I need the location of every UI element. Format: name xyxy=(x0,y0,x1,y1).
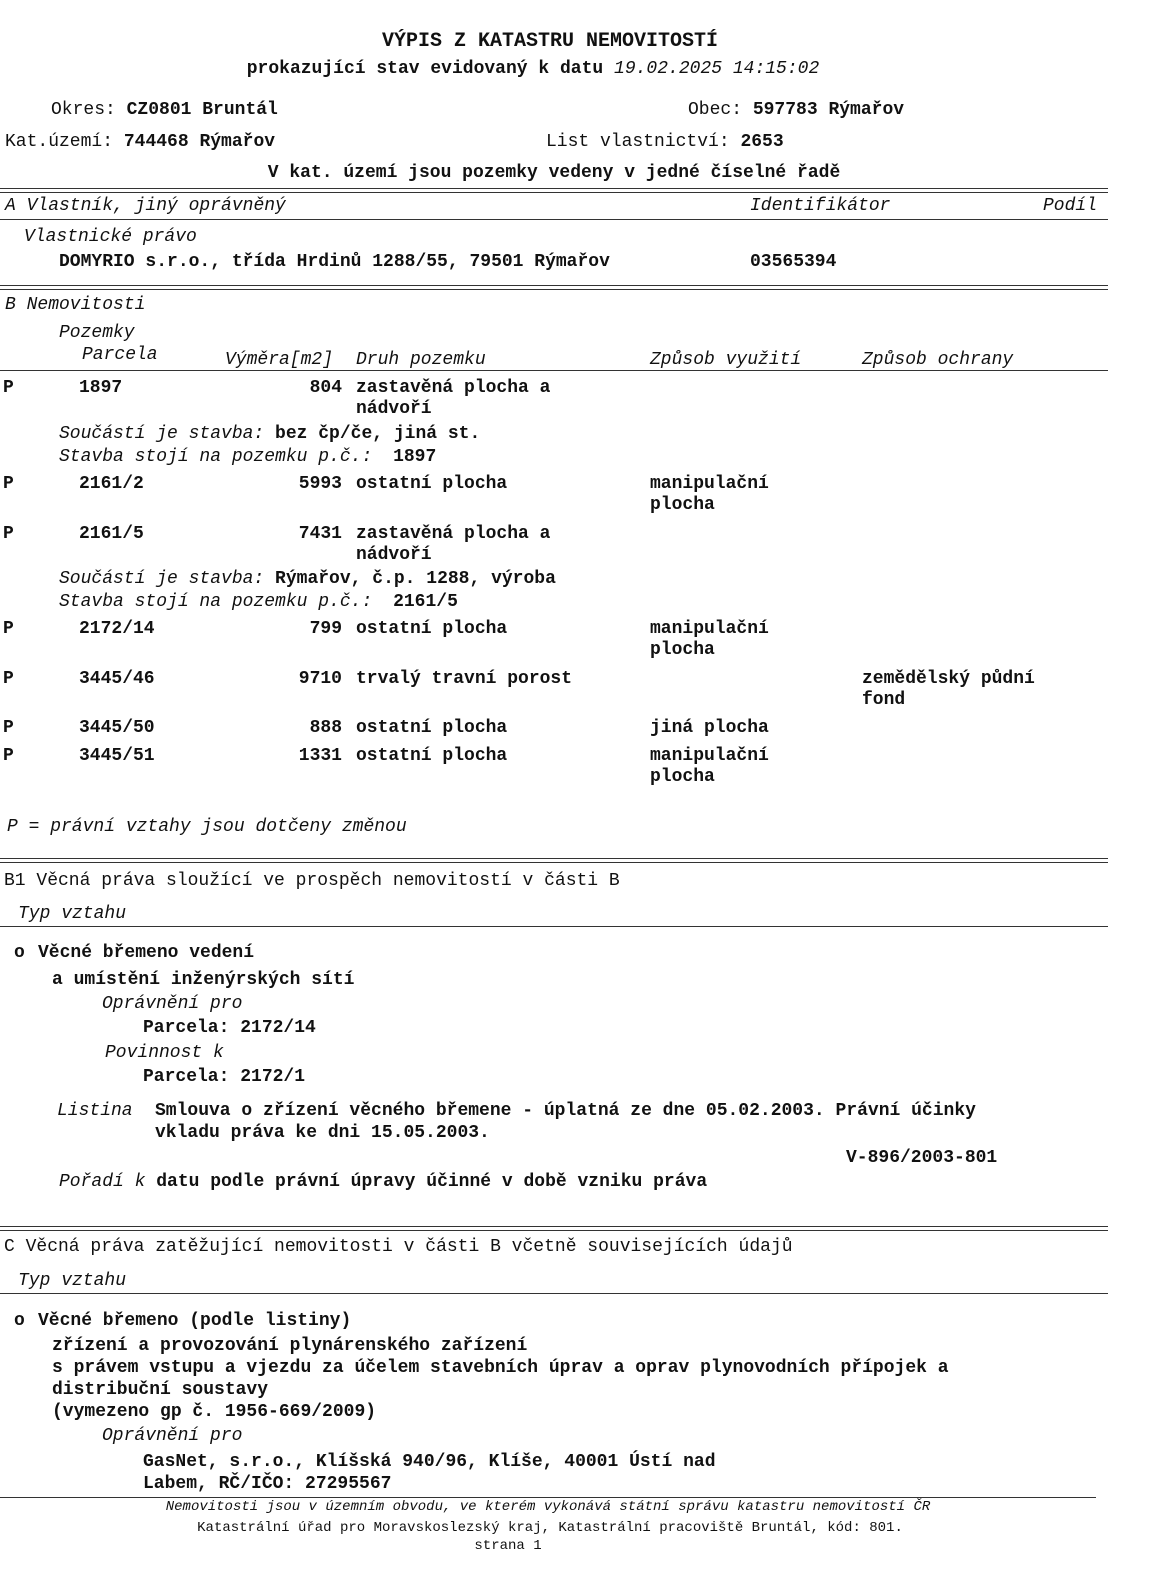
divider xyxy=(0,219,1108,220)
owner-id: 03565394 xyxy=(750,252,837,272)
row-ochrana: zemědělský půdní xyxy=(862,669,1035,689)
katuzemi-row xyxy=(5,131,275,153)
divider xyxy=(0,862,1108,863)
listina-label: Listina xyxy=(57,1101,133,1121)
c-item-line: (vymezeno gp č. 1956-669/2009) xyxy=(52,1402,377,1422)
row-flag: P xyxy=(3,378,14,398)
bullet-icon: o xyxy=(14,1311,25,1331)
row-vymera: 799 xyxy=(309,619,342,639)
row-parcela: 1897 xyxy=(79,378,123,398)
divider xyxy=(0,188,1108,189)
row-vymera: 888 xyxy=(309,718,342,738)
row-druh: zastavěná plocha a xyxy=(356,378,551,398)
lv-value: 2653 xyxy=(740,132,784,152)
divider xyxy=(0,1230,1108,1231)
obec-label: Obec: xyxy=(688,100,743,120)
divider xyxy=(0,370,1108,371)
subtitle-label: prokazující stav evidovaný k datu xyxy=(246,59,604,79)
row-vyuziti: manipulační xyxy=(650,746,769,766)
listina-reference: V-896/2003-801 xyxy=(846,1148,998,1168)
row-parcela: 2161/5 xyxy=(79,524,144,544)
stavba-location-value: 2161/5 xyxy=(393,592,458,612)
divider xyxy=(0,926,1108,927)
opravneni-value: Parcela: 2172/14 xyxy=(143,1018,316,1038)
okres-label: Okres: xyxy=(51,100,116,120)
c-item-line: zřízení a provozování plynárenského zařízení xyxy=(52,1336,528,1356)
poradi-row xyxy=(59,1171,707,1193)
divider xyxy=(0,858,1108,859)
row-vymera: 1331 xyxy=(298,746,342,766)
row-parcela: 2172/14 xyxy=(79,619,155,639)
col-vymera: Výměra[m2] xyxy=(225,350,334,370)
col-vyuziti: Způsob využití xyxy=(650,350,802,370)
row-parcela: 3445/51 xyxy=(79,746,155,766)
col-identifikator: Identifikátor xyxy=(750,196,891,216)
typ-vztahu-label: Typ vztahu xyxy=(18,1271,127,1291)
poradi-value: datu podle právní úpravy účinné v době vzniku práva xyxy=(156,1172,708,1192)
stavba-line xyxy=(59,568,556,590)
stavba-line xyxy=(59,423,480,445)
pozemky-subheading: Pozemky xyxy=(59,323,135,343)
katuzemi-value: 744468 Rýmařov xyxy=(123,132,276,152)
row-druh: ostatní plocha xyxy=(356,619,508,639)
bullet-icon: o xyxy=(14,943,25,963)
katuzemi-label: Kat.území: xyxy=(5,132,114,152)
footer-note: Nemovitosti jsou v územním obvodu, ve kterém vykonává státní správu katastru nemovitostí ČR xyxy=(165,1499,931,1515)
stavba-location-line xyxy=(59,446,436,468)
row-parcela: 3445/50 xyxy=(79,718,155,738)
divider xyxy=(0,192,1108,193)
stavba-location-value: 1897 xyxy=(393,447,437,467)
owner-name: DOMYRIO s.r.o., třída Hrdinů 1288/55, 79501 Rýmařov xyxy=(59,252,610,272)
opravneni-label: Oprávnění pro xyxy=(102,994,243,1014)
obec-value: 597783 Rýmařov xyxy=(752,100,905,120)
opravneni-value-continued: Labem, RČ/IČO: 27295567 xyxy=(143,1474,392,1494)
poradi-label: Pořadí k xyxy=(59,1172,146,1192)
row-vyuziti-continued: plocha xyxy=(650,767,715,787)
row-flag: P xyxy=(3,474,14,494)
okres-row xyxy=(51,99,278,121)
cadastre-note: V kat. území jsou pozemky vedeny v jedné číselné řadě xyxy=(267,163,841,183)
document-subtitle xyxy=(0,58,1066,80)
col-parcela: Parcela xyxy=(82,345,158,365)
b1-item-title: Věcné břemeno vedení xyxy=(38,943,255,963)
row-druh: trvalý travní porost xyxy=(356,669,573,689)
col-druh: Druh pozemku xyxy=(356,350,486,370)
section-b1-heading: B1 Věcná práva sloužící ve prospěch nemovitostí v části B xyxy=(4,871,620,891)
section-b-heading: B Nemovitosti xyxy=(5,295,146,315)
typ-vztahu-label: Typ vztahu xyxy=(18,904,127,924)
povinnost-label: Povinnost k xyxy=(105,1043,224,1063)
okres-value: CZ0801 Bruntál xyxy=(126,100,278,120)
stavba-location-label: Stavba stojí na pozemku p.č.: xyxy=(59,592,373,612)
col-podil: Podíl xyxy=(1043,196,1098,216)
row-parcela: 2161/2 xyxy=(79,474,144,494)
b1-item-title-continued: a umístění inženýrských sítí xyxy=(52,970,355,990)
document-title: VÝPIS Z KATASTRU NEMOVITOSTÍ xyxy=(381,30,719,53)
divider xyxy=(0,1293,1108,1294)
row-flag: P xyxy=(3,718,14,738)
opravneni-value: GasNet, s.r.o., Klíšská 940/96, Klíše, 40001 Ústí nad xyxy=(143,1452,716,1472)
stavba-location-line xyxy=(59,591,458,613)
divider xyxy=(0,285,1108,286)
footer-office: Katastrální úřad pro Moravskoslezský kraj, Katastrální pracoviště Bruntál, kód: 801. xyxy=(197,1520,903,1536)
row-druh-continued: nádvoří xyxy=(356,545,432,565)
row-ochrana-continued: fond xyxy=(862,690,906,710)
section-c-heading: C Věcná práva zatěžující nemovitosti v části B včetně souvisejících údajů xyxy=(4,1237,793,1257)
row-flag: P xyxy=(3,524,14,544)
row-druh-continued: nádvoří xyxy=(356,399,432,419)
row-vyuziti: manipulační xyxy=(650,474,769,494)
row-druh: ostatní plocha xyxy=(356,718,508,738)
row-druh: zastavěná plocha a xyxy=(356,524,551,544)
stavba-value: Rýmařov, č.p. 1288, výroba xyxy=(275,569,556,589)
listina-text-continued: vkladu práva ke dni 15.05.2003. xyxy=(155,1123,490,1143)
stavba-location-label: Stavba stojí na pozemku p.č.: xyxy=(59,447,373,467)
opravneni-label: Oprávnění pro xyxy=(102,1426,243,1446)
row-flag: P xyxy=(3,746,14,766)
page-number: strana 1 xyxy=(474,1538,542,1554)
listina-text: Smlouva o zřízení věcného břemene - úplatná ze dne 05.02.2003. Právní účinky xyxy=(155,1101,976,1121)
divider xyxy=(0,1226,1108,1227)
c-item-line: distribuční soustavy xyxy=(52,1380,269,1400)
row-vyuziti-continued: plocha xyxy=(650,495,715,515)
povinnost-value: Parcela: 2172/1 xyxy=(143,1067,306,1087)
legend-note: P = právní vztahy jsou dotčeny změnou xyxy=(7,817,407,837)
row-vymera: 5993 xyxy=(298,474,342,494)
stavba-label: Součástí je stavba: xyxy=(59,569,265,589)
row-vymera: 804 xyxy=(309,378,342,398)
obec-row xyxy=(688,99,904,121)
subtitle-date: 19.02.2025 14:15:02 xyxy=(614,59,820,79)
row-parcela: 3445/46 xyxy=(79,669,155,689)
row-flag: P xyxy=(3,619,14,639)
stavba-label: Součástí je stavba: xyxy=(59,424,265,444)
row-druh: ostatní plocha xyxy=(356,746,508,766)
row-vyuziti: jiná plocha xyxy=(650,718,769,738)
lv-row xyxy=(546,131,784,153)
c-item-line: s právem vstupu a vjezdu za účelem stavebních úprav a oprav plynovodních přípojek a xyxy=(52,1358,949,1378)
row-vymera: 7431 xyxy=(298,524,342,544)
right-type: Vlastnické právo xyxy=(24,227,197,247)
divider xyxy=(0,289,1108,290)
row-vyuziti-continued: plocha xyxy=(650,640,715,660)
c-item-title: Věcné břemeno (podle listiny) xyxy=(38,1311,352,1331)
stavba-value: bez čp/če, jiná st. xyxy=(275,424,481,444)
row-vyuziti: manipulační xyxy=(650,619,769,639)
row-druh: ostatní plocha xyxy=(356,474,508,494)
row-flag: P xyxy=(3,669,14,689)
col-ochrana: Způsob ochrany xyxy=(862,350,1014,370)
section-a-heading: A Vlastník, jiný oprávněný xyxy=(5,196,286,216)
lv-label: List vlastnictví: xyxy=(546,132,730,152)
row-vymera: 9710 xyxy=(298,669,342,689)
